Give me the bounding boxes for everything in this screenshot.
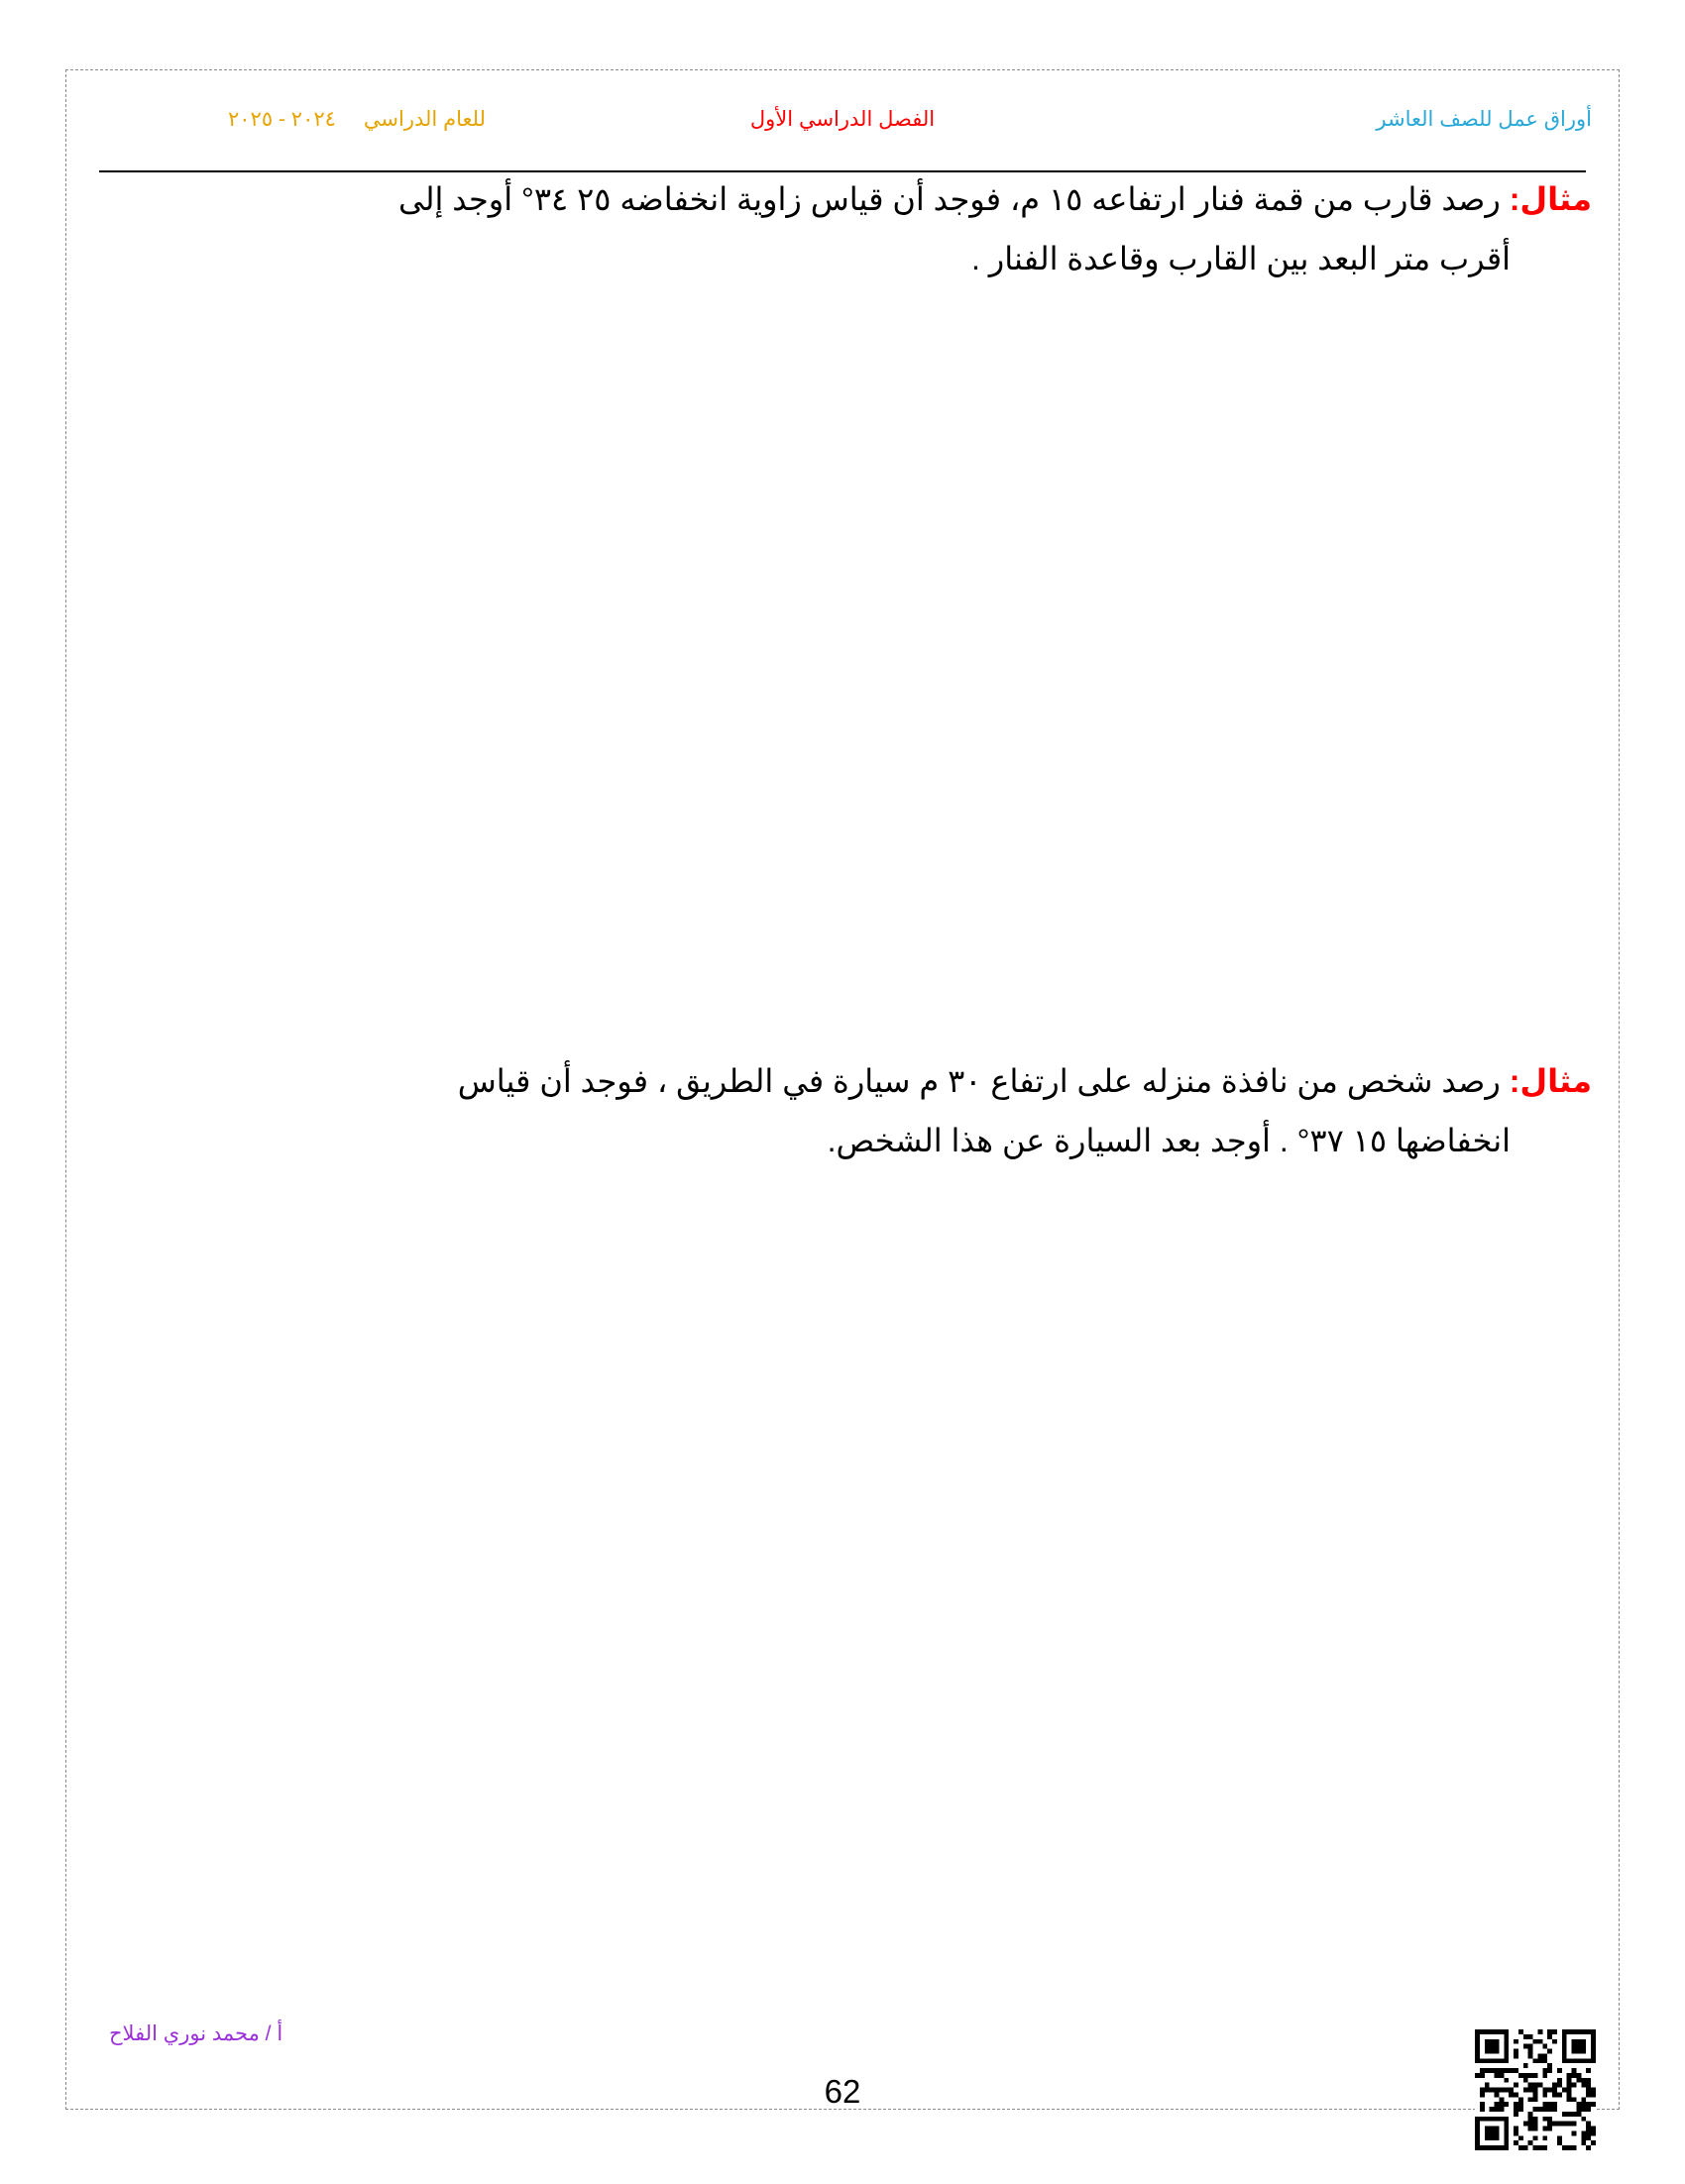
school-year-label: للعام الدراسي — [363, 108, 486, 131]
example-text-line2: أقرب متر البعد بين القارب وقاعدة الفنار . — [971, 241, 1511, 276]
header-school-year — [228, 107, 486, 132]
school-year-value: ٢٠٢٤ - ٢٠٢٥ — [228, 108, 336, 131]
qr-code-icon — [1475, 2029, 1596, 2150]
example-2 — [458, 1065, 1592, 1156]
header-semester: الفصل الدراسي الأول — [749, 108, 936, 131]
header-worksheet-title: أوراق عمل للصف العاشر — [1376, 108, 1592, 131]
example-text-line2: انخفاضها ١٥ ٣٧° . أوجد بعد السيارة عن هذا الشخص. — [827, 1123, 1511, 1158]
example-label: مثال: — [1509, 1063, 1592, 1099]
example-text-line1: رصد شخص من نافذة منزله على ارتفاع ٣٠ م سيارة في الطريق ، فوجد أن قياس — [457, 1063, 1501, 1099]
header-divider — [99, 170, 1586, 172]
example-1 — [398, 183, 1592, 274]
example-text-line1: رصد قارب من قمة فنار ارتفاعه ١٥ م، فوجد أن قياس زاوية انخفاضه ٢٥ ٣٤° أوجد إلى — [398, 181, 1501, 217]
example-label: مثال: — [1509, 181, 1592, 217]
page-number: 62 — [824, 2073, 861, 2110]
author-name: أ / محمد نوري الفلاح — [109, 2022, 283, 2045]
